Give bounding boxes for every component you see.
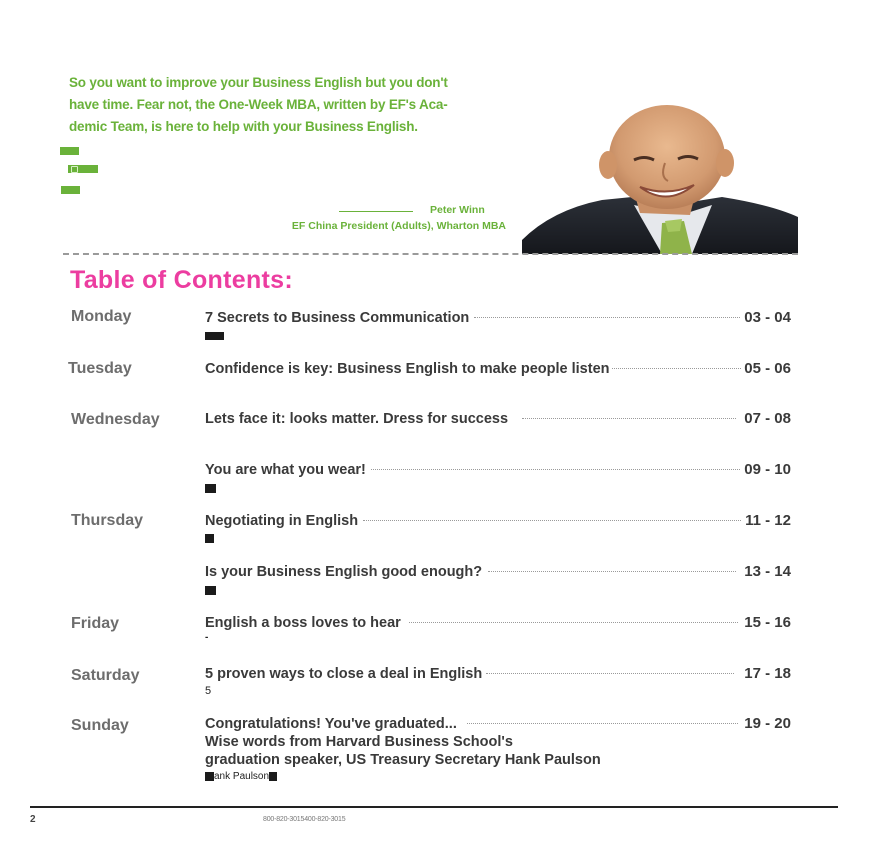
entry-pages: 05 - 06 — [744, 360, 791, 377]
entry-pages: 07 - 08 — [744, 410, 791, 427]
glyph-mark — [205, 331, 224, 342]
toc-entry[interactable] — [205, 410, 791, 430]
day-wednesday: Wednesday — [71, 411, 160, 428]
entry-title: Congratulations! You've graduated... — [205, 716, 457, 732]
entry-pages: 17 - 18 — [744, 665, 791, 682]
intro-paragraph — [69, 72, 589, 138]
dot-leader — [371, 468, 740, 470]
sunday-description-line-2: graduation speaker, US Treasury Secretary Hank Paulson — [205, 752, 601, 768]
sunday-description — [205, 733, 601, 769]
signature-rule — [339, 211, 413, 212]
entry-title: English a boss loves to hear — [205, 615, 401, 631]
sunday-description-line-1: Wise words from Harvard Business School's — [205, 734, 513, 750]
missing-glyph-icon — [205, 332, 224, 340]
intro-line-3: demic Team, is here to help with your Business English. — [69, 119, 418, 134]
portrait-photo — [522, 105, 798, 254]
signature-title: EF China President (Adults), Wharton MBA — [291, 220, 506, 232]
intro-line-1: So you want to improve your Business English but you don't — [69, 75, 448, 90]
day-saturday: Saturday — [71, 667, 140, 684]
dot-leader — [474, 316, 740, 318]
dot-leader — [486, 672, 734, 674]
toc-entry[interactable] — [205, 360, 791, 380]
toc-title: Table of Contents: — [70, 266, 293, 294]
entry-title: Confidence is key: Business English to make people listen — [205, 361, 610, 377]
sunday-sub-text: ank Paulson — [214, 771, 270, 782]
portrait-illustration — [522, 105, 798, 254]
missing-glyph-icon — [205, 534, 214, 543]
entry-title: You are what you wear! — [205, 462, 366, 478]
footer-phone: 800-820-3015400-820-3015 — [263, 816, 346, 823]
glyph-box-icon — [71, 166, 78, 173]
toc-entry[interactable] — [205, 309, 791, 329]
dot-leader — [409, 621, 738, 623]
dot-leader — [612, 367, 742, 369]
entry-pages: 13 - 14 — [744, 563, 791, 580]
green-bullet-mark — [68, 165, 98, 173]
glyph-mark — [205, 585, 216, 596]
entry-title: Negotiating in English — [205, 513, 359, 529]
toc-entry[interactable] — [205, 461, 791, 481]
entry-title: 5 proven ways to close a deal in English — [205, 666, 483, 682]
dot-leader — [363, 519, 741, 521]
signature-name: Peter Winn — [430, 204, 485, 216]
glyph-mark — [205, 483, 216, 494]
footer-rule — [30, 806, 838, 808]
day-sunday: Sunday — [71, 717, 129, 734]
missing-glyph-icon — [269, 772, 277, 781]
day-monday: Monday — [71, 308, 132, 325]
friday-sub-text: - — [205, 632, 209, 643]
dashed-separator — [63, 253, 798, 255]
entry-pages: 19 - 20 — [744, 715, 791, 732]
day-thursday: Thursday — [71, 512, 144, 529]
page-number: 2 — [30, 814, 36, 825]
toc-entry[interactable] — [205, 563, 791, 583]
dot-leader — [522, 417, 736, 419]
glyph-mark — [205, 533, 214, 544]
entry-pages: 11 - 12 — [745, 512, 791, 529]
green-bullet-mark — [60, 147, 79, 155]
saturday-sub-text: 5 — [205, 685, 212, 697]
missing-glyph-icon — [205, 484, 216, 493]
day-tuesday: Tuesday — [68, 360, 132, 377]
toc-entry[interactable] — [205, 715, 791, 735]
toc-entry[interactable] — [205, 665, 791, 685]
sunday-sub-line — [205, 771, 277, 782]
green-bullet-mark — [61, 186, 80, 194]
day-friday: Friday — [71, 615, 120, 632]
entry-pages: 15 - 16 — [744, 614, 791, 631]
intro-line-2: have time. Fear not, the One-Week MBA, written by EF's Aca- — [69, 97, 448, 112]
entry-title: 7 Secrets to Business Communication — [205, 310, 470, 326]
missing-glyph-icon — [205, 772, 214, 781]
entry-title: Lets face it: looks matter. Dress for success — [205, 411, 509, 427]
toc-entry[interactable] — [205, 512, 791, 532]
dot-leader — [467, 722, 738, 724]
entry-title: Is your Business English good enough? — [205, 564, 483, 580]
toc-entry[interactable] — [205, 614, 791, 634]
entry-pages: 09 - 10 — [744, 461, 791, 478]
dot-leader — [488, 570, 736, 572]
missing-glyph-icon — [205, 586, 216, 595]
entry-pages: 03 - 04 — [744, 309, 791, 326]
